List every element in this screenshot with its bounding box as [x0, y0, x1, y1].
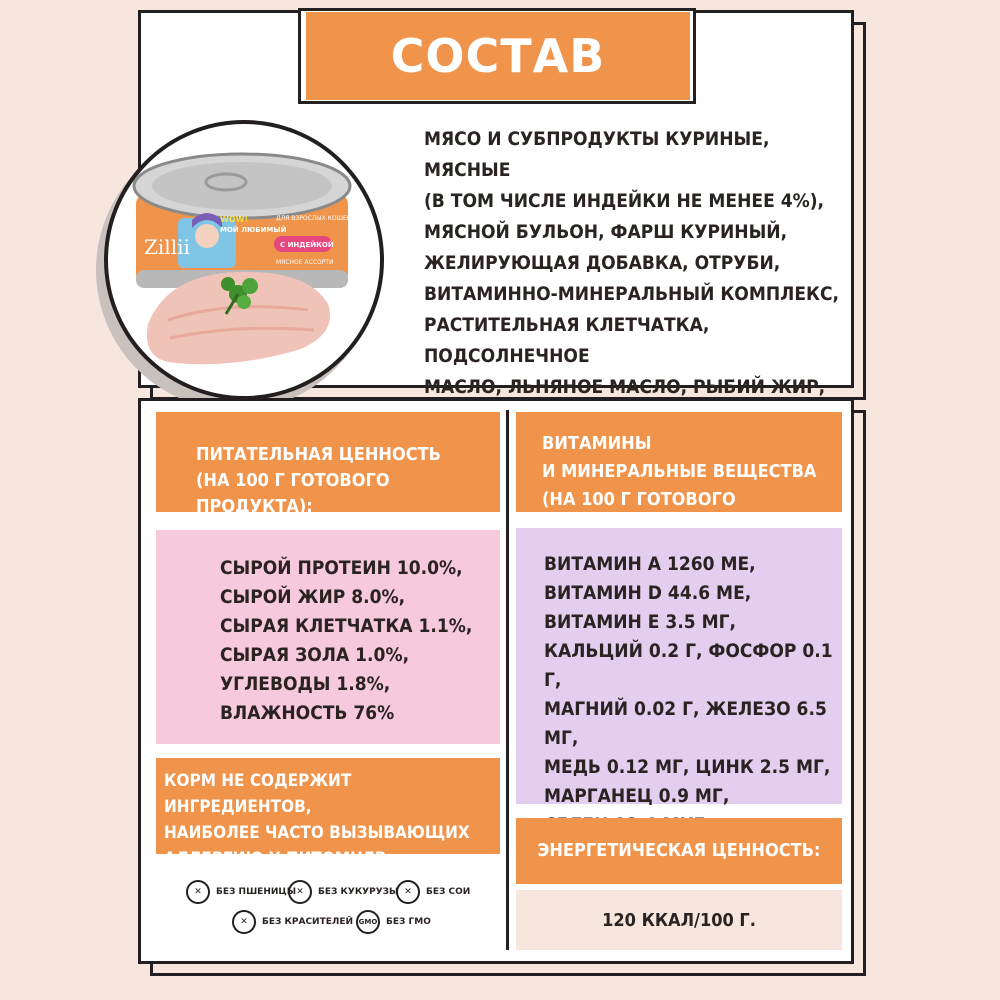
composition-line: ВИТАМИННО-МИНЕРАЛЬНЫЙ КОМПЛЕКС,: [424, 283, 840, 305]
label-sub: МЯСНОЕ АССОРТИ: [276, 259, 334, 266]
product-photo: [104, 120, 384, 400]
composition-line: МЯСО И СУБПРОДУКТЫ КУРИНЫЕ, МЯСНЫЕ: [424, 128, 770, 181]
nutrition-header-text: ПИТАТЕЛЬНАЯ ЦЕННОСТЬ (НА 100 Г ГОТОВОГО ПРОДУКТА):: [196, 444, 442, 517]
vitamins-list: [544, 550, 842, 840]
composition-line: РАСТИТЕЛЬНАЯ КЛЕТЧАТКА, ПОДСОЛНЕЧНОЕ: [424, 314, 710, 367]
badge-label: БЕЗ КРАСИТЕЛЕЙ: [262, 917, 354, 927]
badge-no-dyes: [232, 910, 353, 934]
badge-no-gmo: [356, 910, 431, 934]
list-item: ВИТАМИН D 44.6 МЕ,: [544, 582, 752, 604]
list-item: ВИТАМИН Е 3.5 МГ,: [544, 611, 737, 633]
vitamins-panel: [516, 528, 842, 807]
energy-header: [516, 818, 842, 884]
vitamins-header: [516, 412, 842, 512]
list-item: УГЛЕВОДЫ 1.8%,: [220, 673, 391, 695]
list-item: ВЛАЖНОСТЬ 76%: [220, 702, 395, 724]
composition-line: ЖЕЛИРУЮЩАЯ ДОБАВКА, ОТРУБИ,: [424, 252, 781, 274]
list-item: СЫРАЯ ЗОЛА 1.0%,: [220, 644, 410, 666]
list-item: СЫРОЙ ПРОТЕИН 10.0%,: [220, 557, 463, 579]
column-divider: [506, 410, 509, 950]
nutrition-panel: [156, 530, 500, 744]
composition-line: МЯСНОЙ БУЛЬОН, ФАРШ КУРИНЫЙ,: [424, 221, 788, 243]
brand-logo: Zillii: [144, 235, 190, 259]
dye-icon: ✕: [232, 910, 256, 934]
label-flavor: С ИНДЕЙКОЙ: [280, 241, 334, 249]
composition-line: МАСЛО, ЛЬНЯНОЕ МАСЛО, РЫБИЙ ЖИР,: [424, 376, 826, 398]
list-item: МЕДЬ 0.12 МГ, ЦИНК 2.5 МГ,: [544, 756, 831, 778]
energy-value: 120 ККАЛ/100 Г.: [602, 909, 756, 931]
soy-icon: ✕: [396, 880, 420, 904]
vitamins-header-text: ВИТАМИНЫ И МИНЕРАЛЬНЫЕ ВЕЩЕСТВА (НА 100 Г ГОТОВОГО: [542, 433, 817, 510]
badge-no-soy: [396, 880, 470, 904]
page-title: СОСТАВ: [390, 29, 606, 83]
product-illustration: [108, 124, 380, 396]
label-for: ДЛЯ ВЗРОСЛЫХ КОШЕК: [276, 215, 352, 222]
badge-label: БЕЗ ПШЕНИЦЫ: [216, 887, 297, 897]
allergy-panel: [156, 758, 500, 869]
list-item: КАЛЬЦИЙ 0.2 Г, ФОСФОР 0.1 Г,: [544, 640, 833, 691]
list-item: СЫРОЙ ЖИР 8.0%,: [220, 586, 406, 608]
character-face: [195, 224, 219, 248]
nutrition-list: [220, 554, 500, 728]
gmo-icon: GMO: [356, 910, 380, 934]
composition-line: (В ТОМ ЧИСЛЕ ИНДЕЙКИ НЕ МЕНЕЕ 4%),: [424, 190, 825, 212]
list-item: ВИТАМИН А 1260 МЕ,: [544, 553, 756, 575]
badge-wow: WOW!: [220, 215, 249, 224]
composition-text: [424, 124, 844, 434]
badge-label: БЕЗ ГМО: [386, 917, 431, 927]
badge-name: МОЙ ЛЮБИМЫЙ: [220, 226, 287, 234]
badge-label: БЕЗ СОИ: [426, 887, 471, 897]
list-item: МАРГАНЕЦ 0.9 МГ,: [544, 785, 730, 807]
list-item: СЫРАЯ КЛЕТЧАТКА 1.1%,: [220, 615, 473, 637]
corn-icon: ✕: [288, 880, 312, 904]
nutrition-header: [156, 412, 500, 517]
list-item: МАГНИЙ 0.02 Г, ЖЕЛЕЗО 6.5 МГ,: [544, 698, 827, 749]
badge-label: БЕЗ КУКУРУЗЫ: [318, 887, 399, 897]
allergy-note: КОРМ НЕ СОДЕРЖИТ ИНГРЕДИЕНТОВ, НАИБОЛЕЕ ЧАСТО ВЫЗЫВАЮЩИХ АЛЛЕРГИЮ У ПИТОМЦЕВ: [164, 771, 470, 869]
wheat-icon: ✕: [186, 880, 210, 904]
badge-no-corn: [288, 880, 398, 904]
energy-value-panel: [516, 890, 842, 950]
badge-no-wheat: [186, 880, 296, 904]
energy-header-text: ЭНЕРГЕТИЧЕСКАЯ ЦЕННОСТЬ:: [537, 840, 821, 861]
